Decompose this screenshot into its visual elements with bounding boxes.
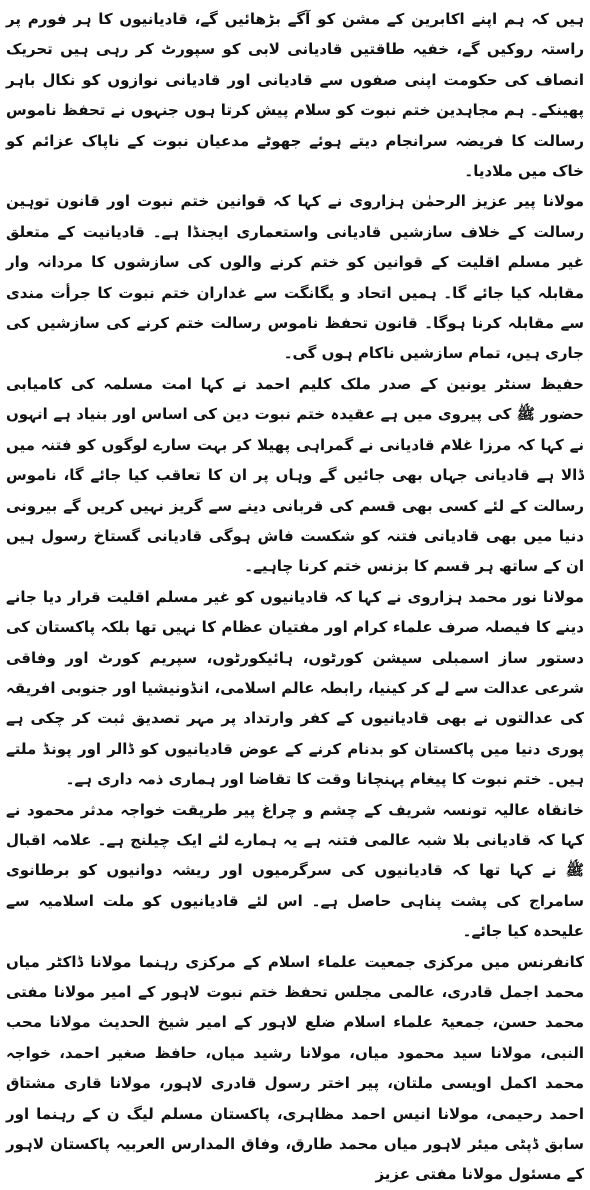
paragraph-hazarvi-statement: مولانا پیر عزیز الرحمٰن ہزاروی نے کہا کہ قوانین ختم نبوت اور قانون توہین رسالت کے خلاف سازشیں قادیانی واستعماری ایجنڈا ہے۔ قادیانیت کے متعلق غیر مسلم اقلیت کے قوانین کو ختم کرنے والوں کی سازشوں کا مردانہ وار مقابلہ کیا جائے گا۔ ہمیں اتحاد و یگانگت سے غداران ختم نبوت کا جرأت مندی سے مقابلہ کرنا ہوگا۔ قانون تحفظ ناموس رسالت ختم کرنے کی سازشیں کی جاری ہیں، تمام سازشیں ناکام ہوں گی۔ — [6, 192, 584, 363]
article-column — [6, 4, 584, 1184]
paragraph-mission: ہیں کہ ہم اپنے اکابرین کے مشن کو آگے بڑھائیں گے، قادیانیوں کا ہر فورم پر راستہ روکیں گے، خفیہ طاقتیں قادیانی لابی کو سپورٹ کر رہی ہیں تحریک انصاف کی حکومت اپنی صفوں سے قادیانی اور قادیانی نوازوں کو نکال باہر پھینکے۔ ہم مجاہدین ختم نبوت کو سلام پیش کرتا ہوں جنہوں نے تحفظ ناموس رسالت کا فریضہ سرانجام دیتے ہوئے جھوٹے مدعیان نبوت کے ناپاک عزائم کو خاک میں ملادیا۔ — [6, 10, 584, 181]
paragraph-noor-muhammad-statement: مولانا نور محمد ہزاروی نے کہا کہ قادیانیوں کو غیر مسلم اقلیت قرار دیا جانے دینے کا فیصلہ صرف علماء کرام اور مفتیان عظام کا نہیں تھا بلکہ پاکستان کی دستور ساز اسمبلی سیشن کورٹوں، ہائیکورٹوں، سپریم کورٹ اور وفاقی شرعی عدالت سے لے کر کینیا، رابطہ عالم اسلامی، انڈونیشیا اور جنوبی افریقہ کی عدالتوں نے بھی قادیانیوں کے کفر وارتداد پر مہر تصدیق ثبت کر چکی ہے پوری دنیا میں پاکستان کو بدنام کرنے کے عوض قادیانیوں کو ڈالر اور پونڈ ملتے ہیں۔ ختم نبوت کا پیغام پہنچانا وقت کا تقاضا اور ہماری ذمہ داری ہے۔ — [6, 587, 584, 789]
paragraph-kaleem-statement: حفیظ سنٹر یونین کے صدر ملک کلیم احمد نے کہا امت مسلمہ کی کامیابی حضور ﷺ کی پیروی میں ہے عقیدہ ختم نبوت دین کی اساس اور بنیاد ہے انہوں نے کہا کہ مرزا غلام قادیانی نے گمراہی پھیلا کر بہت سارے لوگوں کو فتنہ میں ڈالا ہے قادیانی جہاں بھی جائیں گے وہاں پر ان کا تعاقب کیا جائے گا، ناموس رسالت کے لئے کسی بھی قسم کی قربانی دینے سے گریز نہیں کریں گے بیرونی دنیا میں بھی قادیانی فتنہ کو شکست فاش ہوگی قادیانی گستاخ رسول ہیں ان کے ساتھ ہر قسم کا بزنس ختم کرنا چاہیے۔ — [6, 374, 584, 576]
paragraph-taunsa-statement: خانقاہ عالیہ تونسہ شریف کے چشم و چراغ پیر طریقت خواجہ مدثر محمود نے کہا کہ قادیانی بلا شبہ عالمی فتنہ ہے یہ ہمارے لئے ایک چیلنج ہے۔ علامہ اقبال ﷺ نے کہا تھا کہ قادیانیوں کی سرگرمیوں اور ریشہ دوانیوں کو برطانوی سامراج کی پشت پناہی حاصل ہے۔ اس لئے قادیانیوں کو ملت اسلامیہ سے علیحدہ کیا جائے۔ — [6, 800, 584, 941]
paragraph-conference-attendees: کانفرنس میں مرکزی جمعیت علماء اسلام کے مرکزی رہنما مولانا ڈاکٹر میاں محمد اجمل قادری، عالمی مجلس تحفظ ختم نبوت لاہور کے امیر مولانا مفتی محمد حسن، جمعیۃ علماء اسلام ضلع لاہور کے امیر شیخ الحدیث مولانا محب النبی، مولانا سید محمود میاں، مولانا رشید میاں، حافظ صغیر احمد، خواجہ محمد اکمل اویسی ملتان، پیر اختر رسول قادری لاہور، مولانا قاری مشتاق احمد رحیمی، مولانا انیس احمد مظاہری، پاکستان مسلم لیگ ن کے رہنما اور سابق ڈپٹی میئر لاہور میاں محمد طارق، وفاق المدارس العربیہ پاکستان لاہور کے مسئول مولانا مفتی عزیز — [6, 952, 584, 1184]
